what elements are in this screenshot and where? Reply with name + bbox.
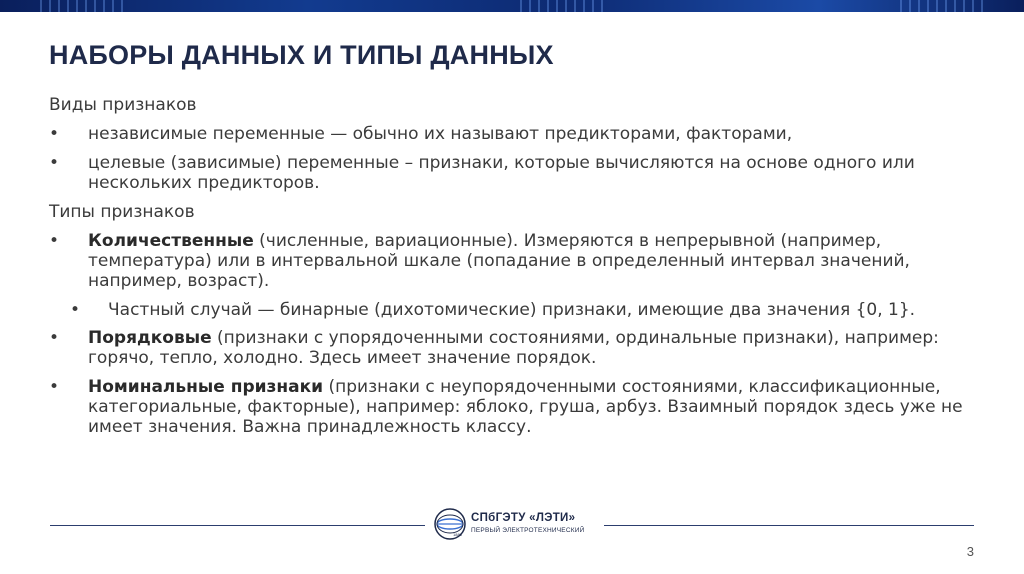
term-nominal: Номинальные признаки bbox=[88, 377, 324, 397]
circuit-pattern bbox=[40, 0, 130, 12]
logo-name: СПбГЭТУ «ЛЭТИ» bbox=[471, 512, 576, 524]
list-item-quantitative bbox=[49, 231, 989, 291]
circuit-pattern bbox=[900, 0, 990, 12]
footer-divider-left bbox=[50, 525, 425, 526]
slide-title: НАБОРЫ ДАННЫХ И ТИПЫ ДАННЫХ bbox=[49, 40, 554, 70]
bullet: • bbox=[49, 377, 60, 397]
footer-divider-right bbox=[604, 525, 974, 526]
logo-year: 1886 bbox=[453, 532, 462, 537]
circuit-pattern bbox=[520, 0, 610, 12]
item-text: (признаки с упорядоченными состояниями, ординальные признаки), например: горячо, тепло, холодно. Здесь имеет значение порядок. bbox=[88, 328, 939, 368]
term-quantitative: Количественные bbox=[88, 231, 254, 251]
item-text: целевые (зависимые) переменные – признаки, которые вычисляются на основе одного или нескольких предикторов. bbox=[88, 153, 915, 193]
bullet: • bbox=[49, 124, 60, 144]
university-logo bbox=[431, 508, 611, 540]
sub-list-item-binary bbox=[49, 300, 989, 320]
item-text: (признаки с неупорядоченными состояниями, классификационные, категориальные, факторные), например: яблоко, груша, арбуз. Взаимный порядок здесь уже не имеет значения. Важна принадлежность классу. bbox=[88, 377, 963, 437]
item-text: независимые переменные — обычно их называют предикторами, факторами, bbox=[88, 124, 793, 144]
logo-emblem-icon bbox=[433, 507, 467, 541]
page-number: 3 bbox=[966, 544, 974, 559]
logo-subtitle: ПЕРВЫЙ ЭЛЕКТРОТЕХНИЧЕСКИЙ bbox=[471, 527, 585, 534]
item-text: (численные, вариационные). Измеряются в непрерывной (например, температура) или в интервальной шкале (попадание в определенный интервал значений, например, возраст). bbox=[88, 231, 910, 291]
section-heading-feature-kinds: Виды признаков bbox=[49, 95, 197, 115]
list-item-nominal bbox=[49, 377, 989, 437]
term-ordinal: Порядковые bbox=[88, 328, 212, 348]
list-item bbox=[49, 124, 989, 144]
section-heading-feature-types: Типы признаков bbox=[49, 202, 195, 222]
bullet: • bbox=[70, 300, 81, 320]
bullet: • bbox=[49, 153, 60, 173]
sub-item-text: Частный случай — бинарные (дихотомические) признаки, имеющие два значения {0, 1}. bbox=[108, 300, 916, 320]
list-item-ordinal bbox=[49, 328, 989, 368]
top-decorative-band bbox=[0, 0, 1024, 12]
slide-content bbox=[49, 95, 989, 446]
bullet: • bbox=[49, 328, 60, 348]
bullet: • bbox=[49, 231, 60, 251]
list-item bbox=[49, 153, 989, 193]
